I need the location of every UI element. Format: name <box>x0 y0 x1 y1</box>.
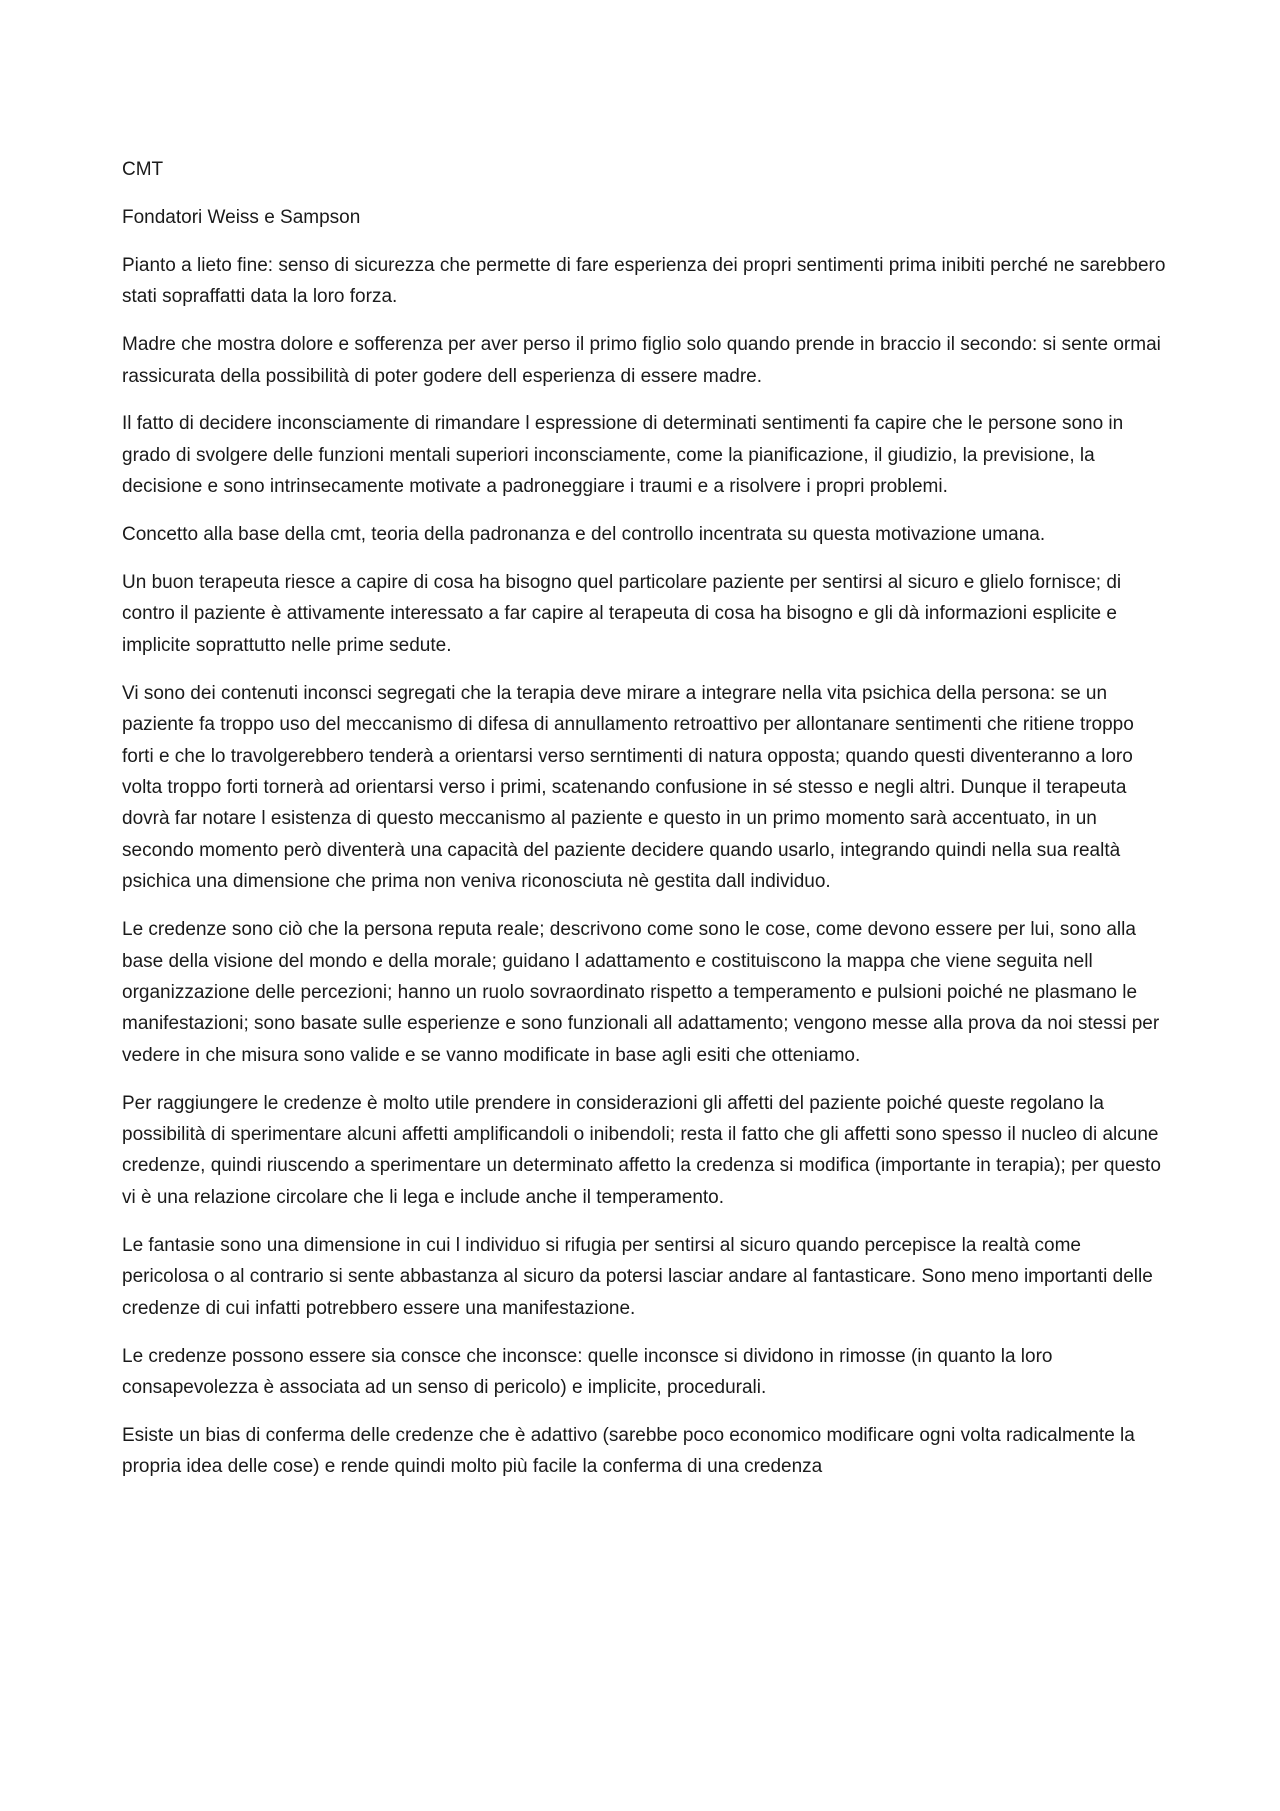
paragraph: Un buon terapeuta riesce a capire di cosa ha bisogno quel particolare paziente per sentirsi al sicuro e glielo fornisce; di contro il paziente è attivamente interessato a far capire al terapeuta di cosa ha bisogno e gli dà informazioni esplicite e implicite soprattutto nelle prime sedute. <box>122 572 1122 656</box>
document-body <box>122 154 1166 1499</box>
paragraph: Vi sono dei contenuti inconsci segregati che la terapia deve mirare a integrare nella vita psichica della persona: se un paziente fa troppo uso del meccanismo di difesa di annullamento retroattivo per allontanare sentimenti che ritiene troppo forti e che lo travolgerebbero tenderà a orientarsi verso serntimenti di natura opposta; quando questi diventeranno a loro volta troppo forti tornerà ad orientarsi verso i primi, scatenando confusione in sé stesso e negli altri. Dunque il terapeuta dovrà far notare l esistenza di questo meccanismo al paziente e questo in un primo momento sarà accentuato, in un secondo momento però diventerà una capacità del paziente decidere quando usarlo, integrando quindi nella sua realtà psichica una dimensione che prima non veniva riconosciuta nè gestita dall individuo. <box>122 682 1134 893</box>
paragraph: Concetto alla base della cmt, teoria della padronanza e del controllo incentrata su questa motivazione umana. <box>122 524 1046 546</box>
paragraph: Madre che mostra dolore e sofferenza per aver perso il primo figlio solo quando prende in braccio il secondo: si sente ormai rassicurata della possibilità di poter godere dell esperienza di essere madre. <box>122 334 1161 387</box>
paragraph: Esiste un bias di conferma delle credenze che è adattivo (sarebbe poco economico modificare ogni volta radicalmente la propria idea delle cose) e rende quindi molto più facile la conferma di una credenza <box>122 1424 1135 1478</box>
paragraph: Pianto a lieto fine: senso di sicurezza che permette di fare esperienza dei propri sentimenti prima inibiti perché ne sarebbero stati sopraffatti data la loro forza. <box>122 254 1166 308</box>
paragraph: Le credenze sono ciò che la persona reputa reale; descrivono come sono le cose, come devono essere per lui, sono alla base della visione del mondo e della morale; guidano l adattamento e costituiscono la mappa che viene seguita nell organizzazione delle percezioni; hanno un ruolo sovraordinato rispetto a temperamento e pulsioni poiché ne plasmano le manifestazioni; sono basate sulle esperienze e sono funzionali all adattamento; vengono messe alla prova da noi stessi per vedere in che misura sono valide e se vanno modificate in base agli esiti che otteniamo. <box>122 919 1160 1066</box>
paragraph: Le credenze possono essere sia consce che inconsce: quelle inconsce si dividono in rimosse (in quanto la loro consapevolezza è associata ad un senso di pericolo) e implicite, procedurali. <box>122 1345 1053 1398</box>
paragraph-founders: Fondatori Weiss e Sampson <box>122 206 361 228</box>
paragraph: Il fatto di decidere inconsciamente di rimandare l espressione di determinati sentimenti fa capire che le persone sono in grado di svolgere delle funzioni mentali superiori inconsciamente, come la pianificazione, il giudizio, la previsione, la decisione e sono intrinsecamente motivate a padroneggiare i traumi e a risolvere i propri problemi. <box>122 413 1124 498</box>
document-title: CMT <box>122 159 164 180</box>
paragraph: Le fantasie sono una dimensione in cui l individuo si rifugia per sentirsi al sicuro quando percepisce la realtà come pericolosa o al contrario si sente abbastanza al sicuro da potersi lasciar andare al fantasticare. Sono meno importanti delle credenze di cui infatti potrebbero essere una manifestazione. <box>122 1234 1153 1319</box>
paragraph: Per raggiungere le credenze è molto utile prendere in considerazioni gli affetti del paziente poiché queste regolano la possibilità di sperimentare alcuni affetti amplificandoli o inibendoli; resta il fatto che gli affetti sono spesso il nucleo di alcune credenze, quindi riuscendo a sperimentare un determinato affetto la credenza si modifica (importante in terapia); per questo vi è una relazione circolare che li lega e include anche il temperamento. <box>122 1092 1161 1208</box>
